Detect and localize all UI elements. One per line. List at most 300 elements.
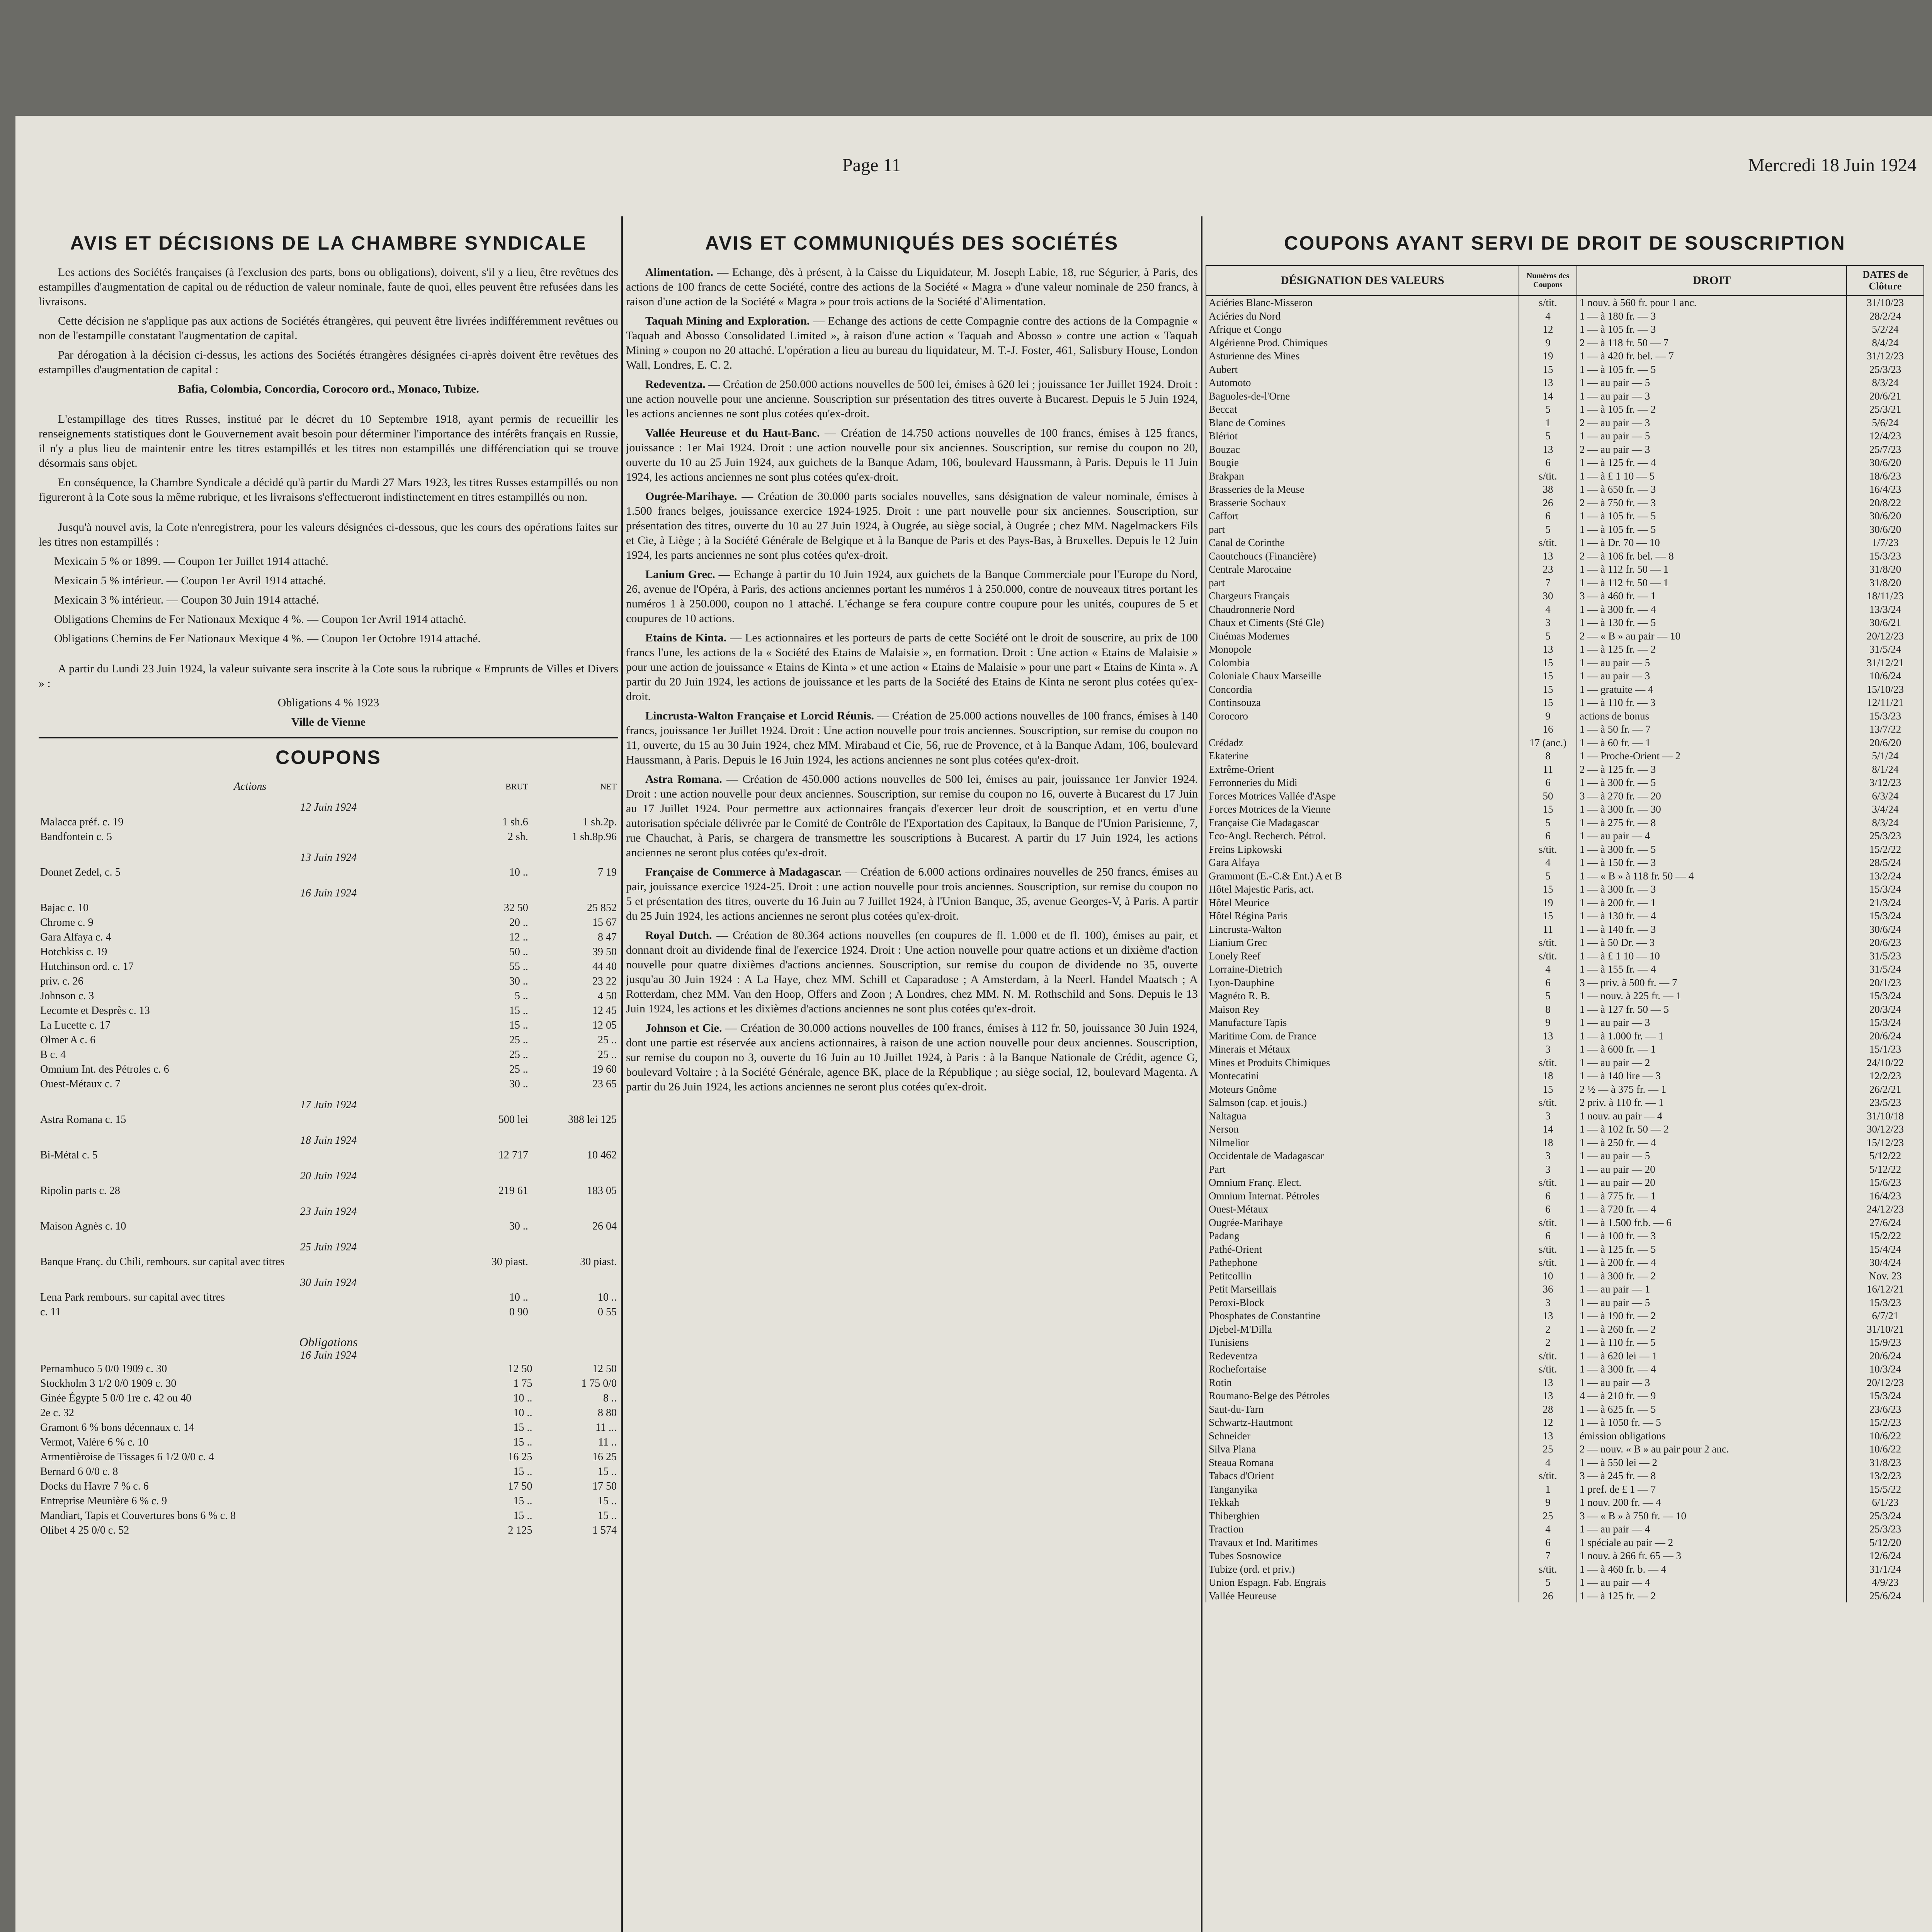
newspaper-page: [15, 116, 1932, 1932]
souscription-date: 30/6/20: [1847, 509, 1924, 523]
souscription-droit: 1 — à 105 fr. — 5: [1577, 363, 1847, 376]
coupon-brut: 25 ..: [509, 1034, 528, 1046]
coupon-name: Bandfontein c. 5: [40, 831, 112, 843]
souscription-row: [1206, 1229, 1924, 1243]
souscription-coupon: 25: [1519, 1509, 1577, 1523]
souscription-date: 25/3/23: [1847, 363, 1924, 376]
souscription-designation: Freins Lipkowski: [1206, 843, 1519, 856]
coupon-name: Stockholm 3 1/2 0/0 1909 c. 30: [40, 1378, 177, 1389]
coupon-brut: 1 sh.6: [502, 816, 528, 828]
souscription-coupon: s/tit.: [1519, 843, 1577, 856]
coupons-row: [39, 1523, 618, 1538]
souscription-row: [1206, 1362, 1924, 1376]
souscription-droit: 1 — au pair — 4: [1577, 1522, 1847, 1536]
souscription-date: 6/3/24: [1847, 789, 1924, 803]
souscription-droit: 1 — à 300 fr. — 2: [1577, 1269, 1847, 1283]
souscription-droit: 1 — à 1050 fr. — 5: [1577, 1416, 1847, 1429]
souscription-coupon: 5: [1519, 869, 1577, 883]
souscription-date: 6/1/23: [1847, 1496, 1924, 1509]
souscription-designation: Brasseries de la Meuse: [1206, 483, 1519, 496]
coupons-row: [39, 1184, 618, 1198]
coupons-row: [39, 1112, 618, 1127]
coupons-date-row: [39, 1092, 618, 1112]
souscription-coupon: 8: [1519, 749, 1577, 763]
societe-text: — Echange, dès à présent, à la Caisse du Liquidateur, M. Joseph Labie, 18, rue Ségurier, à Paris, des actions de 100 francs de cette Société, contre des actions de la Société « Magra » d'une valeur nominale de 250 francs, à raison d'une action de la Société « Magra » pour trois actions de la Société d'Alimentation.: [626, 266, 1198, 308]
souscription-row: [1206, 936, 1924, 949]
souscription-date: 31/10/21: [1847, 1323, 1924, 1336]
souscription-coupon: 18: [1519, 1136, 1577, 1150]
societes-title: AVIS ET COMMUNIQUÉS DES SOCIÉTÉS: [705, 232, 1119, 254]
souscription-designation: Nilmelior: [1206, 1136, 1519, 1150]
coupon-name: Gramont 6 % bons décennaux c. 14: [40, 1422, 194, 1434]
coupon-name: Maison Agnès c. 10: [40, 1220, 126, 1232]
souscription-droit: 1 — à 600 fr. — 1: [1577, 1043, 1847, 1056]
souscription-designation: Magnéto R. B.: [1206, 989, 1519, 1003]
souscription-date: 27/6/24: [1847, 1216, 1924, 1230]
souscription-row: [1206, 696, 1924, 709]
souscription-designation: Mines et Produits Chimiques: [1206, 1056, 1519, 1070]
souscription-coupon: 4: [1519, 1456, 1577, 1469]
souscription-date: 31/10/23: [1847, 296, 1924, 310]
souscription-coupon: 2: [1519, 1336, 1577, 1349]
souscription-designation: Brakpan: [1206, 469, 1519, 483]
coupons-row: [39, 915, 618, 930]
souscription-row: [1206, 656, 1924, 670]
souscription-row: [1206, 496, 1924, 510]
souscription-row: [1206, 829, 1924, 843]
souscription-row: [1206, 1522, 1924, 1536]
souscription-designation: Redeventza: [1206, 1349, 1519, 1363]
souscription-designation: Fco-Angl. Recherch. Pétrol.: [1206, 829, 1519, 843]
coupon-net: 11 ..: [598, 1436, 617, 1448]
souscription-designation: Aciéries du Nord: [1206, 310, 1519, 323]
souscription-coupon: s/tit.: [1519, 936, 1577, 949]
souscription-droit: 1 — à 300 fr. — 5: [1577, 776, 1847, 789]
souscription-row: [1206, 1349, 1924, 1363]
chambre-paragraph: Mexicain 5 % or 1899. — Coupon 1er Juillet 1914 attaché.: [54, 555, 328, 568]
souscription-coupon: 28: [1519, 1403, 1577, 1416]
souscription-droit: 1 — à 105 fr. — 5: [1577, 509, 1847, 523]
column-rule: [1201, 216, 1202, 1932]
souscription-date: 13/2/23: [1847, 1469, 1924, 1483]
souscription-coupon: 9: [1519, 709, 1577, 723]
souscription-coupon: 9: [1519, 336, 1577, 350]
souscription-row: [1206, 789, 1924, 803]
coupon-net: 17 50: [592, 1480, 617, 1492]
souscription-coupon: 6: [1519, 829, 1577, 843]
souscription-droit: 1 — à 420 fr. bel. — 7: [1577, 349, 1847, 363]
societe-text: — Création de 6.000 actions ordinaires nouvelles de 250 francs, émises au pair, jouissance exercice 1924-25. Droit : une action nouvelle pour trois anciennes. Souscription, sur remise du coupon no 5 et présentation des titres, ouverte du 16 Juin au 7 Juillet 1924, à l'Union Banque, 35, avenue Georges-V, à Paris. A partir du 25 Juin 1924, les actions anciennes ne seront plus cotées qu'ex-droit.: [626, 866, 1198, 922]
souscription-date: 31/8/23: [1847, 1456, 1924, 1469]
souscription-droit: 1 — à 50 fr. — 7: [1577, 723, 1847, 736]
souscription-row: [1206, 883, 1924, 896]
souscription-designation: Gara Alfaya: [1206, 856, 1519, 869]
souscription-coupon: 26: [1519, 1589, 1577, 1603]
souscription-date: 20/6/21: [1847, 389, 1924, 403]
souscription-date: 20/3/24: [1847, 1003, 1924, 1016]
coupons-row: [39, 1362, 618, 1376]
coupon-net: 15 67: [592, 917, 617, 929]
souscription-designation: Djebel-M'Dilla: [1206, 1323, 1519, 1336]
coupons-date-row: [39, 1269, 618, 1290]
coupon-net: 1 574: [592, 1524, 617, 1536]
souscription-row: [1206, 296, 1924, 310]
souscription-date: 20/6/24: [1847, 1029, 1924, 1043]
souscription-row: [1206, 749, 1924, 763]
souscription-designation: Brasserie Sochaux: [1206, 496, 1519, 510]
souscription-droit: 1 — à 112 fr. 50 — 1: [1577, 576, 1847, 590]
souscription-row: [1206, 1016, 1924, 1029]
coupons-row: [39, 815, 618, 830]
coupon-brut: 15 ..: [513, 1495, 532, 1507]
societe-name: Lanium Grec.: [645, 568, 715, 581]
souscription-row: [1206, 923, 1924, 936]
coupon-name: 2e c. 32: [40, 1407, 74, 1419]
coupons-table: [39, 779, 618, 1320]
souscription-row: [1206, 1576, 1924, 1589]
souscription-date: 15/3/23: [1847, 1296, 1924, 1310]
chambre-paragraph: A partir du Lundi 23 Juin 1924, la valeur suivante sera inscrite à la Cote sous la rubrique « Emprunts de Villes et Divers » :: [39, 662, 618, 690]
souscription-droit: 1 — au pair — 5: [1577, 656, 1847, 670]
souscription-coupon: 4: [1519, 603, 1577, 616]
souscription-row: [1206, 336, 1924, 350]
souscription-date: 20/12/23: [1847, 1376, 1924, 1389]
souscription-date: 15/3/23: [1847, 549, 1924, 563]
souscription-designation: Steaua Romana: [1206, 1456, 1519, 1469]
souscription-row: [1206, 403, 1924, 416]
souscription-droit: 1 — à 130 fr. — 4: [1577, 909, 1847, 923]
souscription-designation: Asturienne des Mines: [1206, 349, 1519, 363]
souscription-date: 15/1/23: [1847, 1043, 1924, 1056]
souscription-coupon: 3: [1519, 1296, 1577, 1310]
souscription-date: 24/10/22: [1847, 1056, 1924, 1070]
societe-notice: [626, 426, 1198, 485]
souscription-date: 15/12/23: [1847, 1136, 1924, 1150]
souscription-droit: 1 — à 60 fr. — 1: [1577, 736, 1847, 750]
souscription-coupon: 7: [1519, 576, 1577, 590]
coupon-brut: 25 ..: [509, 1063, 528, 1075]
souscription-date: 23/6/23: [1847, 1403, 1924, 1416]
coupon-name: Ouest-Métaux c. 7: [40, 1078, 121, 1090]
souscription-row: [1206, 776, 1924, 789]
souscription-designation: Saut-du-Tarn: [1206, 1403, 1519, 1416]
souscription-date: 1/7/23: [1847, 536, 1924, 549]
souscription-designation: Moteurs Gnôme: [1206, 1083, 1519, 1096]
souscription-date: 31/12/21: [1847, 656, 1924, 670]
souscription-droit: 1 — à £ 1 10 — 5: [1577, 469, 1847, 483]
souscription-date: 15/3/23: [1847, 709, 1924, 723]
societe-notice: [626, 631, 1198, 704]
coupons-date: 18 Juin 1924: [300, 1134, 357, 1146]
coupons-row: [39, 959, 618, 974]
chambre-paragraph: Obligations 4 % 1923: [277, 696, 379, 709]
souscription-coupon: 4: [1519, 310, 1577, 323]
souscription-row: [1206, 469, 1924, 483]
souscription-row: [1206, 1122, 1924, 1136]
coupons-date-row: [39, 1198, 618, 1219]
coupons-row: [39, 930, 618, 945]
souscription-row: [1206, 643, 1924, 656]
souscription-coupon: 26: [1519, 496, 1577, 510]
coupon-brut: 10 ..: [513, 1392, 532, 1404]
souscription-designation: Montecatini: [1206, 1069, 1519, 1083]
societe-text: — Création de 30.000 actions nouvelles de 100 francs, émises à 112 fr. 50, jouissance 30 Juin 1924, dont une partie est réservée aux anciens actionnaires, à raison de une action nouvelle pour deux anciennes. Souscription, sur remise du coupon no 3, ouverte du 16 Juin au 10 Juillet 1924, à Paris : à la Banque Nationale de Crédit, agence G, boulevard Voltaire ; à la Société Générale, agence BK, place de la République ; au siège social, 12, boulevard Magenta. A partir du 26 Juin 1924, les actions anciennes ne seront plus cotées qu'ex-droit.: [626, 1022, 1198, 1093]
coupon-brut: 10 ..: [509, 1291, 528, 1303]
souscription-designation: Thiberghien: [1206, 1509, 1519, 1523]
souscription-coupon: s/tit.: [1519, 1243, 1577, 1256]
souscription-droit: 2 — nouv. « B » au pair pour 2 anc.: [1577, 1442, 1847, 1456]
coupons-col-actions: Actions: [234, 781, 267, 793]
coupon-net: 8 47: [598, 931, 617, 943]
souscription-coupon: 10: [1519, 1269, 1577, 1283]
souscription-row: [1206, 1149, 1924, 1163]
coupons-col-brut: BRUT: [505, 782, 528, 791]
souscription-droit: 1 — à 720 fr. — 4: [1577, 1202, 1847, 1216]
souscription-coupon: s/tit.: [1519, 536, 1577, 549]
souscription-designation: Chargeurs Français: [1206, 589, 1519, 603]
coupon-name: Bi-Métal c. 5: [40, 1149, 98, 1161]
souscription-coupon: 4: [1519, 856, 1577, 869]
souscription-date: 15/10/23: [1847, 683, 1924, 696]
souscription-date: 26/2/21: [1847, 1083, 1924, 1096]
column-souscription: [1206, 224, 1924, 1932]
souscription-coupon: 16: [1519, 723, 1577, 736]
souscription-droit: 1 — à 300 fr. — 4: [1577, 1362, 1847, 1376]
souscription-coupon: s/tit.: [1519, 1216, 1577, 1230]
coupon-brut: 12 ..: [509, 931, 528, 943]
souscription-designation: Traction: [1206, 1522, 1519, 1536]
coupon-net: 1 sh.8p.96: [572, 831, 617, 843]
souscription-date: 10/6/22: [1847, 1429, 1924, 1443]
souscription-date: 25/3/23: [1847, 1522, 1924, 1536]
obligations-subtitle: Obligations: [299, 1335, 358, 1349]
souscription-coupon: 13: [1519, 1029, 1577, 1043]
souscription-designation: Afrique et Congo: [1206, 323, 1519, 336]
souscription-coupon: 9: [1519, 1496, 1577, 1509]
souscription-droit: 1 — au pair — 5: [1577, 429, 1847, 443]
coupon-net: 8 80: [598, 1407, 617, 1419]
coupons-date-row: [39, 794, 618, 815]
coupon-net: 15 ..: [598, 1466, 617, 1478]
societe-name: Johnson et Cie.: [645, 1022, 722, 1034]
souscription-date: 24/12/23: [1847, 1202, 1924, 1216]
souscription-row: [1206, 1096, 1924, 1109]
souscription-droit: 1 — à 140 fr. — 3: [1577, 923, 1847, 936]
souscription-droit: 2 ½ — à 375 fr. — 1: [1577, 1083, 1847, 1096]
coupon-name: Ginée Égypte 5 0/0 1re c. 42 ou 40: [40, 1392, 192, 1404]
souscription-designation: Schwartz-Hautmont: [1206, 1416, 1519, 1429]
societe-text: — Création de 25.000 actions nouvelles de 100 francs, émises à 140 francs, jouissance 1er Juillet 1924. Droit : Une action nouvelle pour trois anciennes. Souscription, sur remise du coupon no 11, ouverte, du 15 au 30 Juin 1924, chez MM. Mirabaud et Cie, 56, rue de Provence, et à la Banque Adam, 106, boulevard Haussmann, à Paris. Depuis le 16 Juin 1924, les actions anciennes ne sont plus cotées qu'ex-droit.: [626, 709, 1198, 766]
societe-notice: [626, 928, 1198, 1016]
coupons-row: [39, 1494, 618, 1509]
souscription-designation: Blériot: [1206, 429, 1519, 443]
souscription-droit: 1 — au pair — 3: [1577, 1376, 1847, 1389]
h-droit: DROIT: [1577, 265, 1847, 296]
coupon-name: Pernambuco 5 0/0 1909 c. 30: [40, 1363, 167, 1375]
societe-name: Redeventza.: [645, 378, 706, 391]
souscription-date: Nov. 23: [1847, 1269, 1924, 1283]
souscription-date: 5/12/22: [1847, 1149, 1924, 1163]
souscription-coupon: 6: [1519, 1189, 1577, 1203]
souscription-coupon: 6: [1519, 1229, 1577, 1243]
souscription-date: 25/3/24: [1847, 1509, 1924, 1523]
souscription-droit: 1 — au pair — 4: [1577, 829, 1847, 843]
societe-text: — Echange des actions de cette Compagnie contre des actions de la Compagnie « Taquah and Abosso Consolidated Limited », à raison d'une action « Taquah and Abosso » contre une action « Taquah Mining » coupon no 20 attaché. L'opération a lieu au bureau du liquidateur, M. T.-J. Foster, 461, Salisbury House, London Wall, Londres, E. C. 2.: [626, 315, 1198, 371]
souscription-coupon: 1: [1519, 1483, 1577, 1496]
societe-text: — Création de 30.000 parts sociales nouvelles, sans désignation de valeur nominale, émises à 1.500 francs belges, jouissance exercice 1924-1925. Droit : une part nouvelle pour six anciennes. Souscription, sur présentation des titres, ouverte du 10 au 27 Juin 1924, à Ougrée, au siège social, à Ougrée ; chez MM. Nagelmackers Fils et Cie, à Liège ; à la Société Générale de Belgique et à la Banque de Paris et des Pays-Bas, à Bruxelles. Depuis le 12 Juin 1924, les parts anciennes ne sont plus cotées qu'ex-droit.: [626, 490, 1198, 561]
souscription-droit: 2 — « B » au pair — 10: [1577, 629, 1847, 643]
column-rule: [621, 216, 623, 1932]
souscription-coupon: 1: [1519, 416, 1577, 430]
souscription-droit: 1 — « B » à 118 fr. 50 — 4: [1577, 869, 1847, 883]
coupon-net: 11 ...: [595, 1422, 617, 1434]
souscription-droit: 3 — « B » à 750 fr. — 10: [1577, 1509, 1847, 1523]
coupon-brut: 2 sh.: [507, 831, 528, 843]
souscription-row: [1206, 1456, 1924, 1469]
coupons-row: [39, 1450, 618, 1464]
souscription-coupon: 13: [1519, 1309, 1577, 1323]
coupon-name: Hotchkiss c. 19: [40, 946, 107, 958]
souscription-droit: 1 — gratuite — 4: [1577, 683, 1847, 696]
souscription-droit: 2 priv. à 110 fr. — 1: [1577, 1096, 1847, 1109]
souscription-droit: 1 — à £ 1 10 — 10: [1577, 949, 1847, 963]
souscription-row: [1206, 1163, 1924, 1176]
coupons-date: 16 Juin 1924: [300, 887, 357, 899]
coupon-brut: 12 50: [508, 1363, 532, 1375]
souscription-droit: émission obligations: [1577, 1429, 1847, 1443]
page-number: Page 11: [842, 155, 901, 175]
souscription-designation: Ougrée-Marihaye: [1206, 1216, 1519, 1230]
souscription-date: 12/11/21: [1847, 696, 1924, 709]
chambre-title: AVIS ET DÉCISIONS DE LA CHAMBRE SYNDICALE: [70, 232, 587, 254]
column-societes: [626, 224, 1198, 1932]
souscription-date: 15/2/23: [1847, 1416, 1924, 1429]
souscription-coupon: 3: [1519, 1109, 1577, 1123]
souscription-droit: 1 — au pair — 5: [1577, 1149, 1847, 1163]
souscription-date: 20/6/23: [1847, 936, 1924, 949]
coupons-date-row: [39, 1163, 618, 1184]
souscription-row: [1206, 429, 1924, 443]
souscription-date: 16/4/23: [1847, 483, 1924, 496]
souscription-row: [1206, 816, 1924, 830]
coupon-name: c. 11: [40, 1306, 61, 1318]
chambre-paragraph: Cette décision ne s'applique pas aux actions de Sociétés étrangères, qui peuvent être livrées indifféremment revêtues ou non de l'estampille constatant l'augmentation de capital.: [39, 315, 618, 342]
souscription-date: 15/3/24: [1847, 909, 1924, 923]
souscription-droit: 1 — au pair — 1: [1577, 1282, 1847, 1296]
souscription-date: 15/2/22: [1847, 843, 1924, 856]
souscription-droit: 3 — à 460 fr. — 1: [1577, 589, 1847, 603]
souscription-droit: 1 — à 775 fr. — 1: [1577, 1189, 1847, 1203]
coupon-net: 1 75 0/0: [581, 1378, 617, 1389]
h-dates: DATES de Clôture: [1847, 265, 1924, 296]
souscription-date: 25/7/23: [1847, 443, 1924, 456]
souscription-date: 10/6/22: [1847, 1442, 1924, 1456]
coupon-net: 25 ..: [598, 1049, 617, 1061]
societe-notice: [626, 772, 1198, 860]
souscription-row: [1206, 1429, 1924, 1443]
souscription-designation: Caoutchoucs (Financière): [1206, 549, 1519, 563]
societe-notice: [626, 265, 1198, 309]
souscription-date: 12/6/24: [1847, 1549, 1924, 1563]
souscription-coupon: 15: [1519, 909, 1577, 923]
souscription-date: 21/3/24: [1847, 896, 1924, 910]
souscription-row: [1206, 483, 1924, 496]
coupon-name: Johnson c. 3: [40, 990, 94, 1002]
coupon-net: 19 60: [592, 1063, 617, 1075]
coupons-date: 17 Juin 1924: [300, 1099, 357, 1111]
souscription-date: 5/12/22: [1847, 1163, 1924, 1176]
souscription-designation: Centrale Marocaine: [1206, 563, 1519, 576]
coupons-row: [39, 1305, 618, 1320]
souscription-coupon: 38: [1519, 483, 1577, 496]
souscription-row: [1206, 456, 1924, 469]
souscription-coupon: 6: [1519, 776, 1577, 789]
souscription-designation: Petitcollin: [1206, 1269, 1519, 1283]
souscription-droit: 1 — à 105 fr. — 3: [1577, 323, 1847, 336]
coupon-name: Gara Alfaya c. 4: [40, 931, 111, 943]
souscription-designation: Française Cie Madagascar: [1206, 816, 1519, 830]
souscription-designation: Silva Plana: [1206, 1442, 1519, 1456]
souscription-coupon: s/tit.: [1519, 1056, 1577, 1070]
souscription-coupon: s/tit.: [1519, 1096, 1577, 1109]
souscription-designation: Ekaterine: [1206, 749, 1519, 763]
souscription-droit: 1 — au pair — 2: [1577, 1056, 1847, 1070]
coupons-date-row: [39, 1127, 618, 1148]
souscription-droit: 1 — à 100 fr. — 3: [1577, 1229, 1847, 1243]
souscription-droit: 1 — à 110 fr. — 5: [1577, 1336, 1847, 1349]
souscription-designation: Travaux et Ind. Maritimes: [1206, 1536, 1519, 1549]
souscription-date: 25/3/23: [1847, 829, 1924, 843]
societe-text: — Création de 80.364 actions nouvelles (en coupures de fl. 1.000 et de fl. 100), émises au pair, et donnant droit au dividende final de l'exercice 1924. Droit : Une action nouvelle pour quatre actions et un dixième d'action nouvelle pour quatre dixièmes d'actions anciennes. Souscription, sur remise du coupon de dividende no 35, ouverte jusqu'au 30 Juin 1924 : A La Haye, chez MM. Schill et Caparadose ; A Amsterdam, à la Neerl. Handel Maatsch ; A Rotterdam, chez MM. Van den Hoop, Offers and Zoon ; A Londres, chez MM. N. M. Rothschild and Sons. Depuis le 13 Juin 1924, les actions et les dixièmes d'actions anciennes ne sont plus cotées qu'ex-droit.: [626, 929, 1198, 1015]
souscription-droit: 2 — au pair — 3: [1577, 416, 1847, 430]
coupon-net: 12 45: [592, 1005, 617, 1017]
souscription-droit: 1 — à Dr. 70 — 10: [1577, 536, 1847, 549]
souscription-coupon: 14: [1519, 1122, 1577, 1136]
coupon-name: Olibet 4 25 0/0 c. 52: [40, 1524, 129, 1536]
souscription-date: 31/5/23: [1847, 949, 1924, 963]
souscription-droit: 1 — à 125 fr. — 2: [1577, 643, 1847, 656]
souscription-coupon: s/tit.: [1519, 1563, 1577, 1576]
souscription-date: 25/6/24: [1847, 1589, 1924, 1603]
coupons-date: 23 Juin 1924: [300, 1206, 357, 1218]
souscription-droit: 1 — à 155 fr. — 4: [1577, 963, 1847, 976]
souscription-row: [1206, 389, 1924, 403]
coupon-net: 388 lei 125: [568, 1114, 617, 1126]
coupons-row: [39, 1048, 618, 1062]
souscription-row: [1206, 563, 1924, 576]
coupon-net: 12 50: [592, 1363, 617, 1375]
souscription-coupon: s/tit.: [1519, 1176, 1577, 1189]
souscription-row: [1206, 1296, 1924, 1310]
souscription-row: [1206, 416, 1924, 430]
souscription-designation: Manufacture Tapis: [1206, 1016, 1519, 1029]
souscription-coupon: 4: [1519, 963, 1577, 976]
souscription-droit: 1 nouv. à 560 fr. pour 1 anc.: [1577, 296, 1847, 310]
souscription-designation: Bougie: [1206, 456, 1519, 469]
souscription-date: 13/7/22: [1847, 723, 1924, 736]
coupon-brut: 30 piast.: [491, 1256, 528, 1268]
souscription-coupon: 13: [1519, 1429, 1577, 1443]
societe-name: Etains de Kinta.: [645, 631, 727, 644]
souscription-row: [1206, 363, 1924, 376]
souscription-droit: 1 — au pair — 20: [1577, 1176, 1847, 1189]
souscription-designation: Naltagua: [1206, 1109, 1519, 1123]
souscription-droit: 1 — à 125 fr. — 4: [1577, 456, 1847, 469]
souscription-row: [1206, 1376, 1924, 1389]
souscription-designation: Pathé-Orient: [1206, 1243, 1519, 1256]
souscription-droit: 1 — à 105 fr. — 2: [1577, 403, 1847, 416]
souscription-designation: Rotin: [1206, 1376, 1519, 1389]
